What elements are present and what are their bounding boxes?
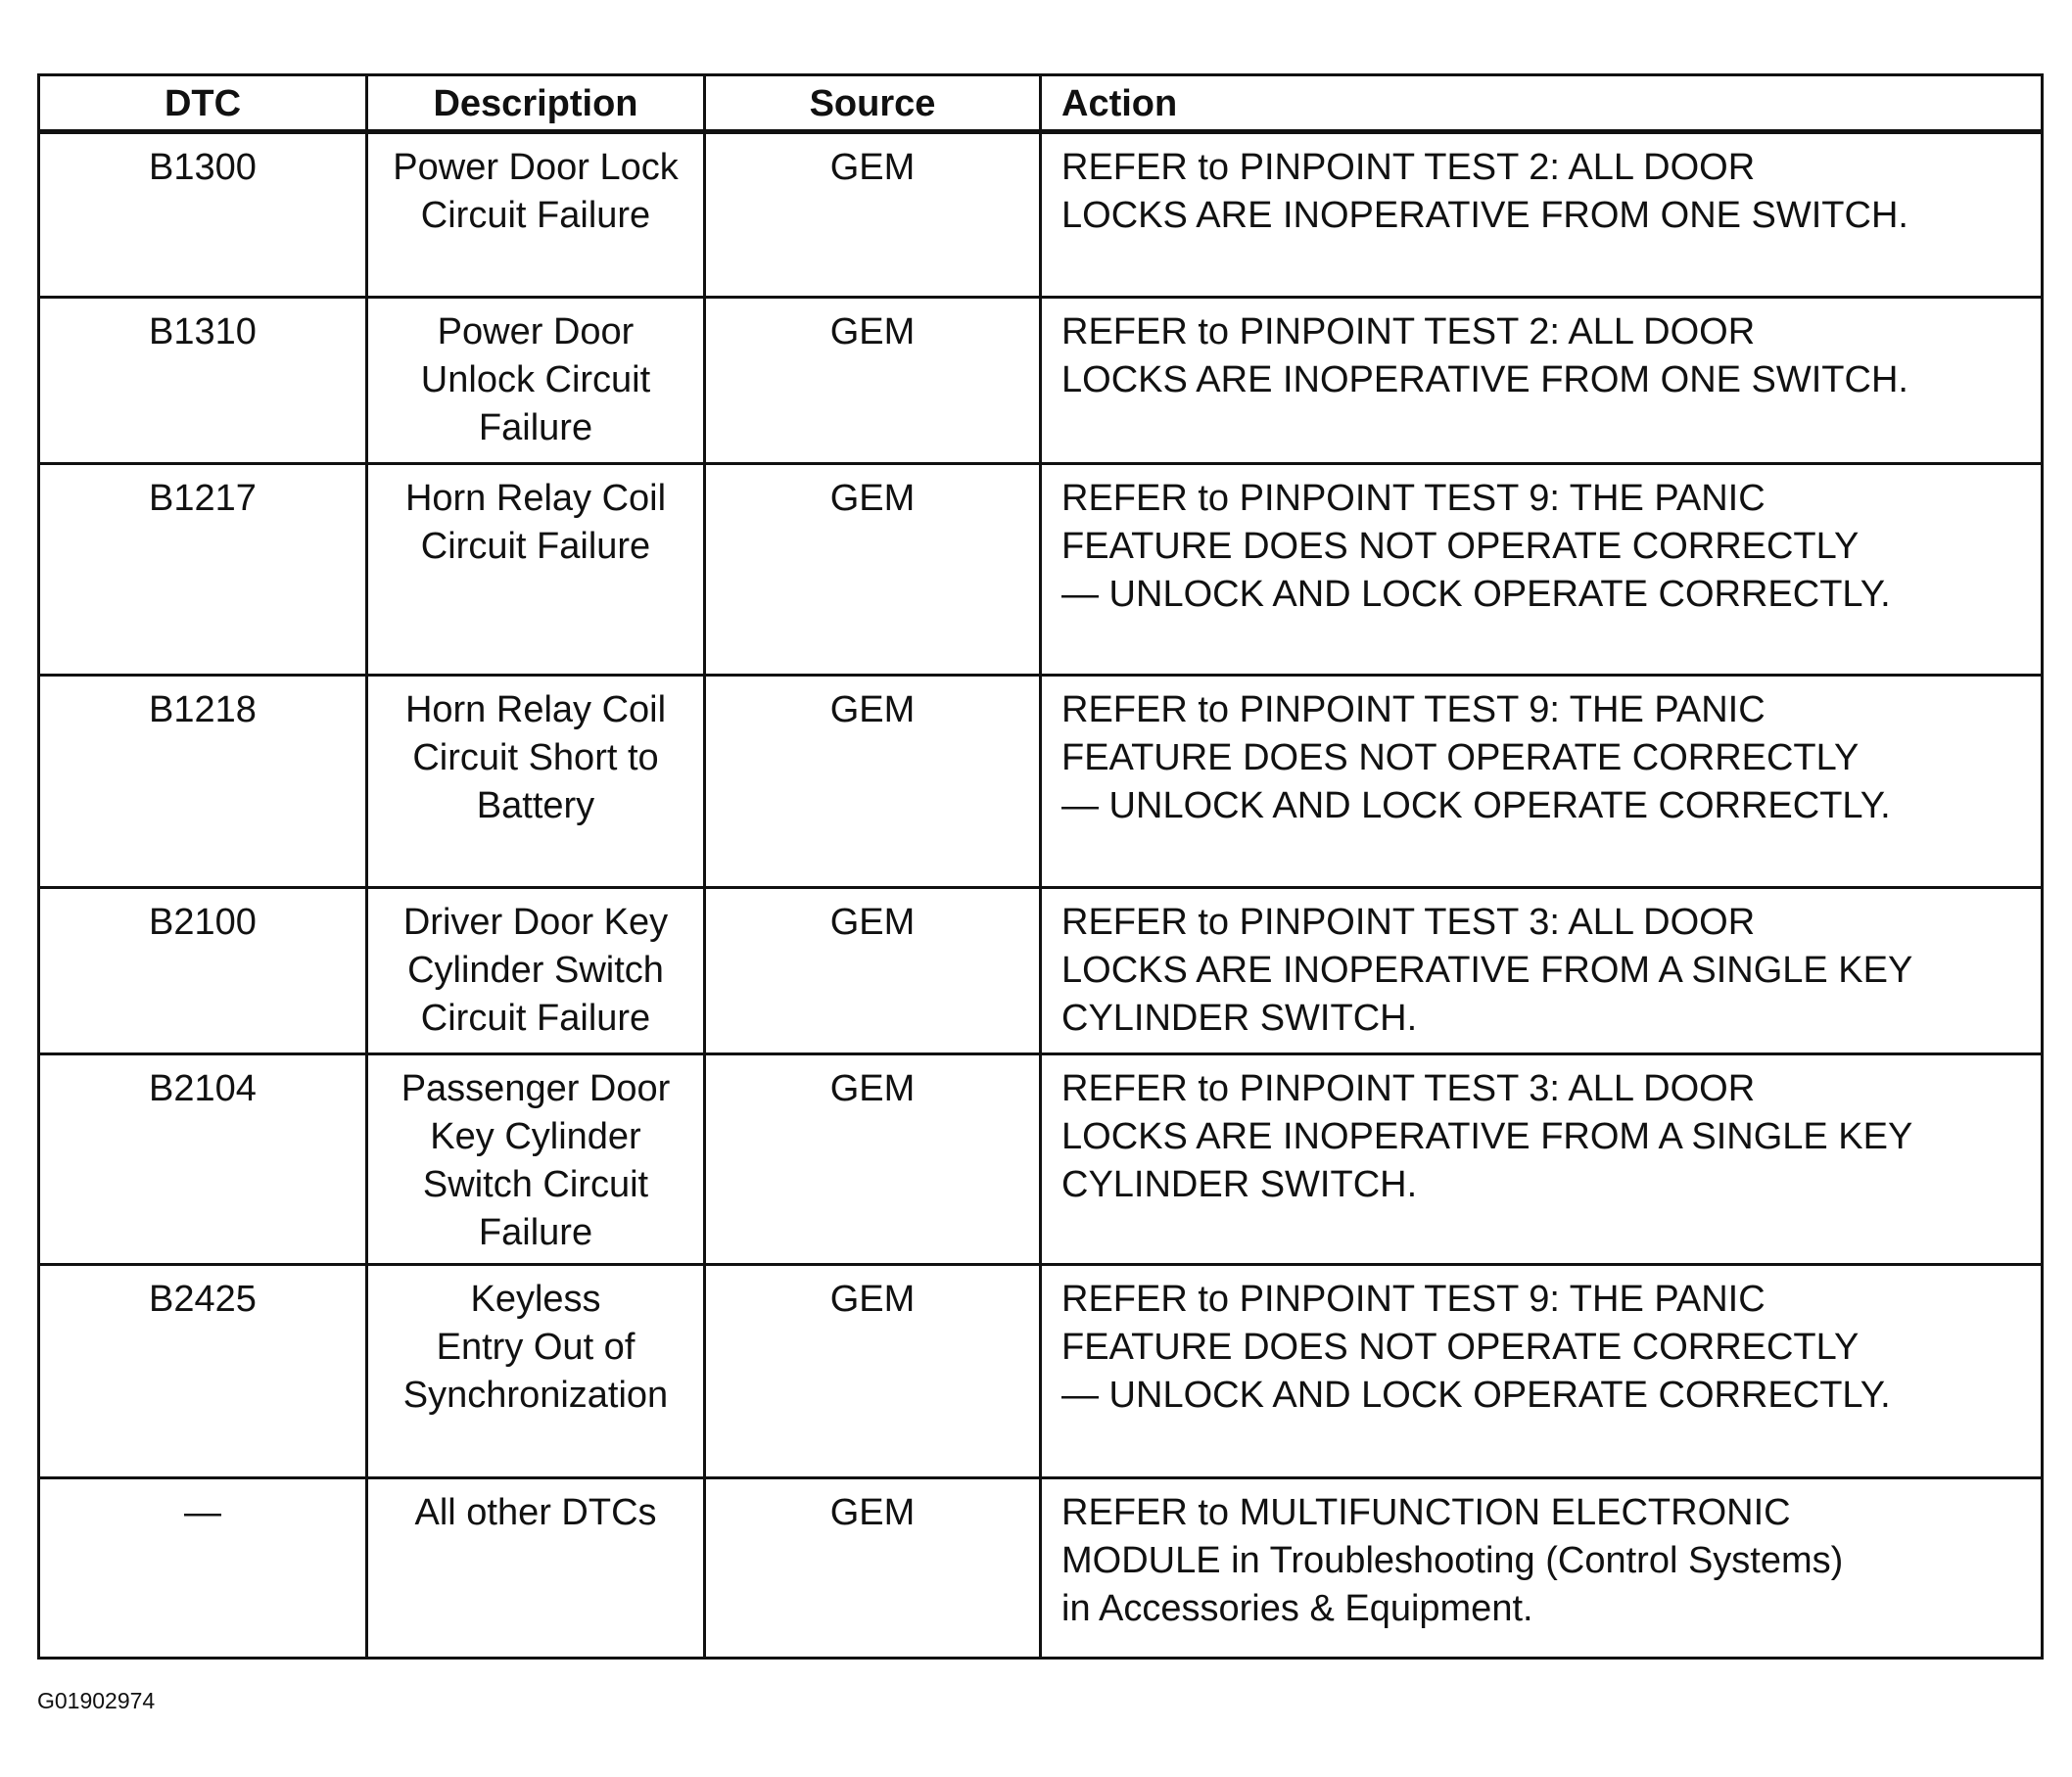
dtc-action: REFER to PINPOINT TEST 3: ALL DOOR LOCKS ARE INOPERATIVE FROM A SINGLE KEY CYLINDER SWITCH. [1041,1054,2043,1265]
dtc-code: B1217 [39,464,367,676]
dtc-description: All other DTCs [367,1478,705,1659]
dtc-action: REFER to PINPOINT TEST 2: ALL DOOR LOCKS ARE INOPERATIVE FROM ONE SWITCH. [1041,298,2043,464]
dtc-code: B1300 [39,132,367,298]
dtc-code: B2104 [39,1054,367,1265]
dtc-code: B1218 [39,676,367,888]
dtc-description: Horn Relay Coil Circuit Failure [367,464,705,676]
table-row [39,1478,2043,1659]
header-description: Description [367,75,705,132]
dtc-action: REFER to PINPOINT TEST 9: THE PANIC FEATURE DOES NOT OPERATE CORRECTLY — UNLOCK AND LOCK OPERATE CORRECTLY. [1041,464,2043,676]
dtc-action: REFER to PINPOINT TEST 9: THE PANIC FEATURE DOES NOT OPERATE CORRECTLY — UNLOCK AND LOCK OPERATE CORRECTLY. [1041,1265,2043,1478]
table-row [39,676,2043,888]
dtc-code: B1310 [39,298,367,464]
dtc-action: REFER to PINPOINT TEST 3: ALL DOOR LOCKS ARE INOPERATIVE FROM A SINGLE KEY CYLINDER SWITCH. [1041,888,2043,1054]
header-source: Source [705,75,1041,132]
dtc-source: GEM [705,676,1041,888]
table-header-row [39,75,2043,132]
dtc-source: GEM [705,1054,1041,1265]
table-row [39,888,2043,1054]
dtc-description: Keyless Entry Out of Synchronization [367,1265,705,1478]
dtc-source: GEM [705,888,1041,1054]
dtc-source: GEM [705,298,1041,464]
figure-code: G01902974 [37,1688,156,1713]
dtc-description: Passenger Door Key Cylinder Switch Circuit Failure [367,1054,705,1265]
dtc-table [37,73,2044,1660]
dtc-action: REFER to PINPOINT TEST 9: THE PANIC FEATURE DOES NOT OPERATE CORRECTLY — UNLOCK AND LOCK OPERATE CORRECTLY. [1041,676,2043,888]
header-dtc: DTC [39,75,367,132]
dtc-source: GEM [705,1265,1041,1478]
dtc-description: Driver Door Key Cylinder Switch Circuit Failure [367,888,705,1054]
table-row [39,132,2043,298]
dtc-code: B2425 [39,1265,367,1478]
header-action: Action [1041,75,2043,132]
dtc-description: Horn Relay Coil Circuit Short to Battery [367,676,705,888]
dtc-code: B2100 [39,888,367,1054]
dtc-source: GEM [705,464,1041,676]
table-row [39,1265,2043,1478]
dtc-source: GEM [705,132,1041,298]
dtc-source: GEM [705,1478,1041,1659]
table-row [39,1054,2043,1265]
dtc-description: Power Door Unlock Circuit Failure [367,298,705,464]
table-row [39,298,2043,464]
dtc-action: REFER to MULTIFUNCTION ELECTRONIC MODULE in Troubleshooting (Control Systems) in Accessories & Equipment. [1041,1478,2043,1659]
dtc-code: — [39,1478,367,1659]
dtc-table-container [37,73,2041,1660]
table-row [39,464,2043,676]
dtc-action: REFER to PINPOINT TEST 2: ALL DOOR LOCKS ARE INOPERATIVE FROM ONE SWITCH. [1041,132,2043,298]
dtc-description: Power Door Lock Circuit Failure [367,132,705,298]
